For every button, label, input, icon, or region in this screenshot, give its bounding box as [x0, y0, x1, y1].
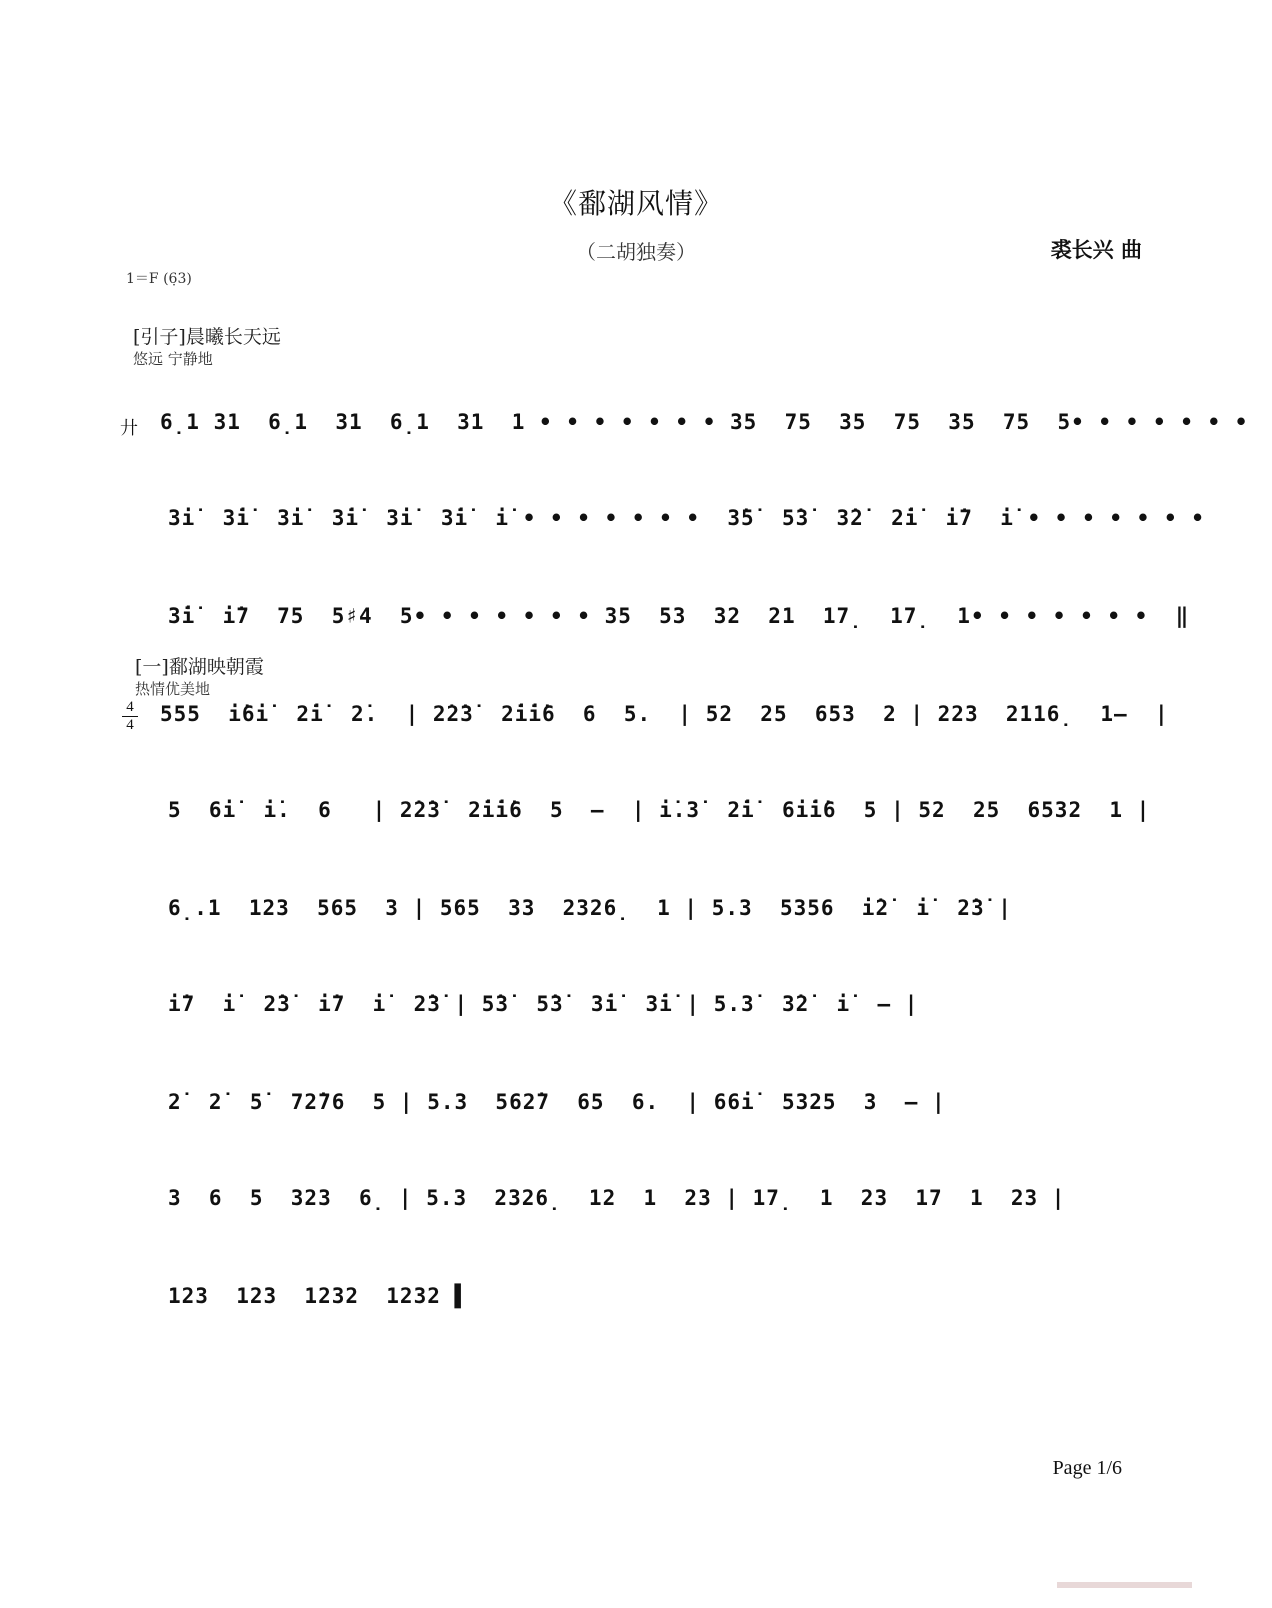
- section-one-line-6: 3 6 5 323 6̣ | 5.3 2326̣ 12 1 23 | 17̣ 1 23 17 1 23 |: [168, 1186, 1066, 1210]
- section-one-line-2: 5 6i̇ i̇. 6 | 2̇2̇3̇ 2̇i̇i̇6 5 — | i̇.3̇ 2̇i̇ 6i̇i̇6 5 | 52 25 6532 1 |: [168, 798, 1151, 822]
- section-one-line-1: 555 i̇6i̇ 2̇i̇ 2̇. | 2̇2̇3̇ 2̇i̇i̇6 6 5. | 52 25 653 2 | 223 2116̣ 1— |: [160, 702, 1169, 726]
- time-signature-bottom: 4: [126, 717, 134, 733]
- section-one-line-5: 2̇ 2̇ 5̇ 72̇76 5 | 5.3 562̇7 65 6. | 66i̇ 5325 3 — |: [168, 1090, 946, 1114]
- section-one-expression: 热情优美地: [135, 680, 211, 698]
- gong-mark: 廾: [120, 418, 138, 439]
- intro-line-2: 3i̇ 3̇i̇ 3i̇ 3̇i̇ 3i̇ 3̇i̇ i̇ • • • • • • • 3̇5̇ 5̇3̇ 3̇2̇ 2̇i̇ i̇7 i̇ • • • • • • •: [168, 506, 1205, 530]
- section-one-line-4: i̇7 i̇ 2̇3̇ i̇7 i̇ 2̇3̇ | 5̇3̇ 5̇3̇ 3̇i̇ 3̇i̇ | 5.3̇ 3̇2̇ i̇ — |: [168, 992, 919, 1016]
- page-number: Page 1/6: [1052, 1457, 1122, 1479]
- composer: 裘长兴 曲: [1050, 238, 1142, 262]
- time-signature: [122, 700, 138, 733]
- page-title: 《鄱湖风情》: [548, 187, 723, 220]
- section-one-label: [一]鄱湖映朝霞: [135, 656, 264, 678]
- intro-line-3: 3̇i̇ i̇7 75 5♯4 5• • • • • • • 35 53 32 21 17̣ 17̣ 1• • • • • • • ‖: [168, 604, 1190, 628]
- intro-expression: 悠远 宁静地: [133, 350, 213, 368]
- watermark: [1057, 1582, 1192, 1588]
- time-signature-top: 4: [126, 699, 134, 715]
- section-one-line-7: 123 123 1232 1232 ▌: [168, 1284, 469, 1308]
- intro-line-1: 6̣1 31 6̣1 31 6̣1 31 1 • • • • • • • 35 75 35 75 35 75 5• • • • • • •: [160, 410, 1249, 434]
- intro-section-label: [引子]晨曦长天远: [133, 326, 281, 348]
- section-one-line-3: 6̣.1 123 565 3 | 565 33 2326̣ 1 | 5.3 5356 i̇2̇ i̇ 2̇3̇ |: [168, 896, 1012, 920]
- key-signature: 1＝F (6̣3): [126, 271, 192, 287]
- subtitle: （二胡独奏）: [576, 240, 696, 264]
